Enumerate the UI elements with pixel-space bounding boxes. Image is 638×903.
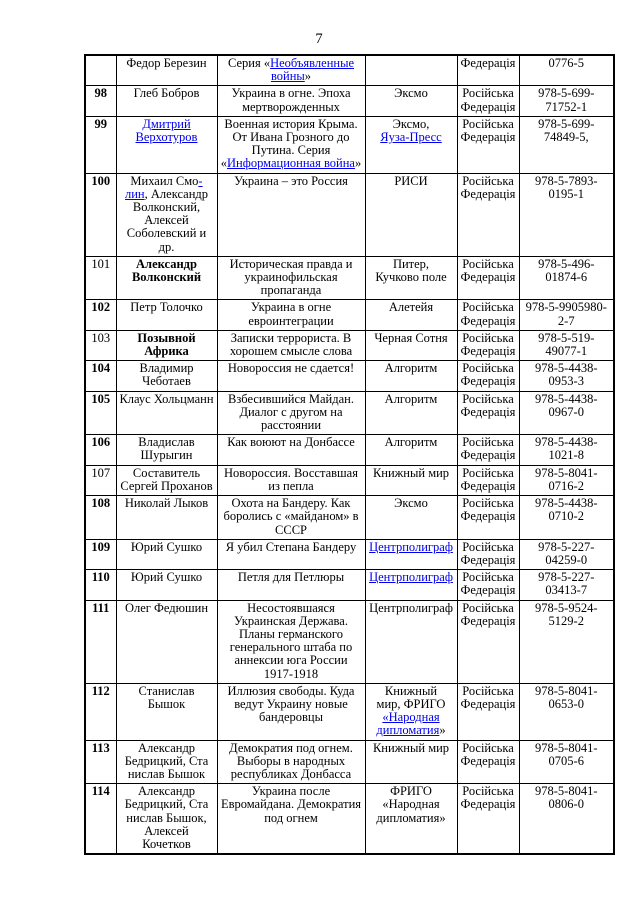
cell-title [217, 55, 365, 86]
hyperlink[interactable]: Центрполиграф [369, 570, 453, 585]
hyperlink[interactable]: Центрполиграф [369, 539, 453, 554]
cell-country: Російська Федерація [457, 683, 519, 740]
cell-title [217, 496, 365, 540]
books-table-body [85, 55, 614, 854]
cell-title [217, 740, 365, 784]
cell-publisher [365, 465, 457, 495]
text-segment: дипломатия» [376, 810, 446, 825]
table-row [85, 784, 614, 855]
cell-publisher [365, 784, 457, 855]
table-row [85, 740, 614, 784]
cell-author [116, 465, 217, 495]
cell-author [116, 55, 217, 86]
cell-title [217, 86, 365, 116]
text-segment: Книжный мир [372, 740, 450, 755]
text-segment: Кучково поле [375, 270, 447, 285]
cell-author [116, 391, 217, 435]
cell-author [116, 173, 217, 256]
text-segment: Эксмо [394, 86, 428, 101]
cell-country: Російська Федерація [457, 330, 519, 360]
cell-author [116, 570, 217, 600]
text-segment: Новороссия не сдается! [227, 361, 355, 376]
cell-isbn: 978-5-4438-0953-3 [519, 361, 614, 391]
cell-publisher [365, 683, 457, 740]
hyperlink[interactable]: «Народная дипломатия [376, 710, 440, 738]
text-segment: Историческая правда и украинофильская пропаганда [229, 256, 353, 298]
hyperlink[interactable]: Яуза-Пресс [380, 130, 442, 145]
table-row [85, 300, 614, 330]
cell-title [217, 784, 365, 855]
text-segment: ФРИГО [390, 784, 432, 799]
cell-author [116, 539, 217, 569]
text-segment: Алгоритм [384, 391, 438, 406]
cell-publisher [365, 740, 457, 784]
table-row [85, 116, 614, 173]
cell-isbn: 978-5-8041-0716-2 [519, 465, 614, 495]
text-segment: Владимир Чеботаев [139, 361, 194, 389]
cell-country: Російська Федерація [457, 86, 519, 116]
text-segment: » [304, 69, 312, 84]
text-segment: Олег Федюшин [124, 600, 209, 615]
cell-number: 107 [85, 465, 116, 495]
cell-title [217, 173, 365, 256]
cell-country: Російська Федерація [457, 600, 519, 683]
cell-title [217, 465, 365, 495]
cell-author [116, 330, 217, 360]
cell-number: 113 [85, 740, 116, 784]
text-segment: Эксмо [394, 496, 428, 511]
text-segment: » [439, 723, 446, 738]
table-row [85, 391, 614, 435]
cell-isbn: 978-5-4438-0710-2 [519, 496, 614, 540]
cell-isbn: 978-5-7893-0195-1 [519, 173, 614, 256]
text-segment: Юрий Сушко [130, 570, 203, 585]
text-segment: Серия « [227, 56, 271, 70]
cell-country: Російська Федерація [457, 496, 519, 540]
cell-number [85, 55, 116, 86]
text-segment: , Александр Волконский, Алексей Соболевский и др. [126, 186, 208, 254]
cell-isbn: 978-5-699-74849-5, [519, 116, 614, 173]
text-segment: Украина в огне. Эпоха мертворожденных [231, 86, 351, 114]
table-row [85, 256, 614, 300]
text-segment: Юрий Сушко [130, 539, 203, 554]
cell-country: Російська Федерація [457, 300, 519, 330]
cell-isbn: 978-5-4438-1021-8 [519, 435, 614, 465]
cell-author [116, 361, 217, 391]
text-segment: Взбесившийся Майдан. Диалог с другом на расстоянии [228, 391, 354, 433]
cell-publisher [365, 300, 457, 330]
cell-number: 101 [85, 256, 116, 300]
hyperlink[interactable]: Дмитрий Верхотуров [135, 116, 198, 145]
text-segment: Александр Бедрицкий, Ста нислав Бышок [124, 740, 209, 781]
cell-country: Російська Федерація [457, 391, 519, 435]
cell-title [217, 116, 365, 173]
table-row [85, 496, 614, 540]
table-row [85, 173, 614, 256]
cell-country: Російська Федерація [457, 570, 519, 600]
cell-number: 100 [85, 173, 116, 256]
cell-country: Російська Федерація [457, 465, 519, 495]
text-segment: Станислав Бышок [138, 683, 195, 711]
text-segment: Новороссия. Восставшая из пепла [224, 465, 358, 493]
cell-author [116, 435, 217, 465]
text-segment: Демократия под огнем. Выборы в народных республиках Донбасса [229, 740, 353, 781]
cell-title [217, 539, 365, 569]
cell-number: 105 [85, 391, 116, 435]
cell-author [116, 256, 217, 300]
text-segment: Петр Толочко [130, 300, 203, 315]
cell-title [217, 435, 365, 465]
text-segment: Позывной Африка [137, 330, 196, 359]
cell-isbn: 978-5-496-01874-6 [519, 256, 614, 300]
cell-number: 114 [85, 784, 116, 855]
text-segment: Украина – это Россия [234, 173, 348, 188]
cell-title [217, 300, 365, 330]
hyperlink[interactable]: Необъявленные войны [270, 56, 355, 84]
cell-number: 109 [85, 539, 116, 569]
text-segment: Военная история Крыма. От Ивана Грозного до Путина. Серия « [220, 116, 358, 171]
cell-country: Російська Федерація [457, 435, 519, 465]
cell-publisher [365, 116, 457, 173]
cell-publisher [365, 361, 457, 391]
text-segment: Александр Волконский [131, 256, 202, 285]
cell-number: 104 [85, 361, 116, 391]
table-row [85, 600, 614, 683]
cell-isbn: 978-5-227-04259-0 [519, 539, 614, 569]
cell-author [116, 740, 217, 784]
text-segment: Несостоявшаяся Украинская Держава. Планы германского генерального штаба по аннексии юга России 1917-1918 [229, 600, 353, 681]
cell-country: Російська Федерація [457, 256, 519, 300]
cell-country: Російська Федерація [457, 361, 519, 391]
cell-author [116, 600, 217, 683]
text-segment: Питер, [392, 256, 430, 271]
cell-author [116, 300, 217, 330]
cell-isbn: 978-5-9905980-2-7 [519, 300, 614, 330]
text-segment: Охота на Бандеру. Как боролись с «майданом» в СССР [223, 496, 359, 537]
cell-publisher [365, 600, 457, 683]
cell-author [116, 86, 217, 116]
cell-title [217, 361, 365, 391]
table-row [85, 539, 614, 569]
cell-number: 110 [85, 570, 116, 600]
text-segment: Михаил Смо [130, 173, 199, 188]
cell-publisher [365, 173, 457, 256]
cell-isbn: 978-5-519-49077-1 [519, 330, 614, 360]
hyperlink[interactable]: Информационная война [227, 156, 355, 171]
text-segment: Клаус Хольцманн [119, 391, 214, 406]
cell-isbn: 978-5-8041-0653-0 [519, 683, 614, 740]
text-segment: Алгоритм [384, 361, 438, 376]
text-segment: Алгоритм [384, 435, 438, 450]
text-segment: Эксмо, [392, 116, 430, 131]
cell-author [116, 784, 217, 855]
cell-publisher [365, 539, 457, 569]
text-segment: Составитель Сергей Проханов [120, 465, 213, 493]
text-segment: «Народная [382, 797, 440, 812]
text-segment: Черная Сотня [374, 330, 448, 345]
text-segment: Федор Березин [126, 56, 207, 70]
text-segment: Книжный [384, 683, 438, 698]
cell-country: Російська Федерація [457, 116, 519, 173]
cell-country: Російська Федерація [457, 740, 519, 784]
text-segment: РИСИ [394, 173, 428, 188]
text-segment: » [354, 156, 362, 171]
table-row [85, 55, 614, 86]
cell-number: 111 [85, 600, 116, 683]
text-segment: Как воюют на Донбассе [227, 435, 355, 450]
table-row [85, 330, 614, 360]
text-segment: Глеб Бобров [133, 86, 200, 101]
cell-isbn: 978-5-699-71752-1 [519, 86, 614, 116]
text-segment: Записки террориста. В хорошем смысле слова [229, 330, 353, 359]
cell-number: 103 [85, 330, 116, 360]
cell-isbn: 978-5-9524-5129-2 [519, 600, 614, 683]
table-row [85, 435, 614, 465]
cell-author [116, 116, 217, 173]
text-segment: Николай Лыков [124, 496, 209, 511]
cell-isbn: 978-5-227-03413-7 [519, 570, 614, 600]
text-segment: Петля для Петлюры [237, 570, 345, 585]
cell-title [217, 330, 365, 360]
text-segment: Украина в огне евроинтеграции [248, 300, 334, 328]
cell-country: Російська Федерація [457, 539, 519, 569]
table-row [85, 465, 614, 495]
cell-publisher [365, 435, 457, 465]
text-segment: Иллюзия свободы. Куда ведут Украину новые бандеровцы [227, 683, 355, 725]
cell-title [217, 683, 365, 740]
cell-number: 99 [85, 116, 116, 173]
cell-isbn: 978-5-4438-0967-0 [519, 391, 614, 435]
cell-publisher [365, 570, 457, 600]
cell-country: Російська Федерація [457, 173, 519, 256]
text-segment: Украина после Евромайдана. Демократия под огнем [220, 784, 362, 825]
cell-country: Російська Федерація [457, 784, 519, 855]
hyperlink[interactable]: - [198, 173, 203, 188]
text-segment: Владислав Шурыгин [138, 435, 195, 463]
cell-publisher [365, 330, 457, 360]
cell-number: 98 [85, 86, 116, 116]
cell-number: 112 [85, 683, 116, 740]
cell-title [217, 570, 365, 600]
text-segment: Алетейя [388, 300, 434, 315]
cell-publisher [365, 496, 457, 540]
cell-isbn: 978-5-8041-0705-6 [519, 740, 614, 784]
cell-title [217, 256, 365, 300]
cell-isbn: 978-5-8041-0806-0 [519, 784, 614, 855]
table-row [85, 683, 614, 740]
hyperlink[interactable]: лин [125, 186, 145, 201]
text-segment: Центрполиграф [369, 600, 453, 615]
cell-number: 106 [85, 435, 116, 465]
cell-author [116, 496, 217, 540]
cell-publisher [365, 256, 457, 300]
table-row [85, 86, 614, 116]
text-segment: Я убил Степана Бандеру [225, 539, 357, 554]
table-row [85, 361, 614, 391]
cell-author [116, 683, 217, 740]
page-number: 7 [315, 31, 323, 47]
books-table [84, 54, 615, 855]
cell-country: Федерація [457, 55, 519, 86]
cell-publisher [365, 86, 457, 116]
cell-number: 102 [85, 300, 116, 330]
cell-title [217, 600, 365, 683]
cell-publisher [365, 55, 457, 86]
text-segment: Книжный мир [372, 465, 450, 480]
cell-publisher [365, 391, 457, 435]
table-row [85, 570, 614, 600]
text-segment: Александр Бедрицкий, Ста нислав Бышок, Алексей Кочетков [124, 784, 209, 851]
cell-isbn: 0776-5 [519, 55, 614, 86]
cell-number: 108 [85, 496, 116, 540]
text-segment: мир, ФРИГО [376, 696, 446, 711]
cell-title [217, 391, 365, 435]
